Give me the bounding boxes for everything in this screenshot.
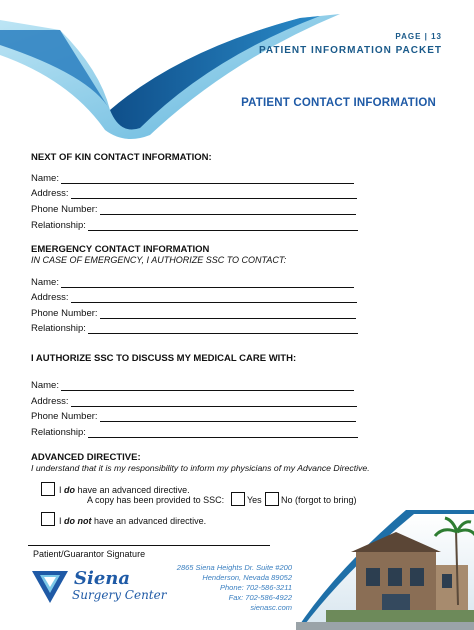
authorize-relationship-field[interactable] — [31, 425, 358, 438]
logo-subtitle: Surgery Center — [72, 588, 167, 602]
field-label: Address: — [31, 292, 69, 303]
packet-title: PATIENT INFORMATION PACKET — [258, 45, 442, 56]
emergency-heading: EMERGENCY CONTACT INFORMATION — [31, 244, 210, 255]
fax-line: Fax: 702-586-4922 — [228, 593, 292, 602]
authorize-phone-field[interactable] — [31, 409, 356, 422]
directive-statement: I understand that it is my responsibility to inform my physicians of my Advance Directive. — [31, 463, 370, 473]
field-label: Name: — [31, 380, 59, 391]
signature-label: Patient/Guarantor Signature — [33, 549, 146, 559]
name-input-line[interactable] — [61, 381, 354, 391]
field-label: Phone Number: — [31, 308, 98, 319]
no-directive-label: I do not have an advanced directive. — [59, 516, 207, 526]
next-of-kin-heading: NEXT OF KIN CONTACT INFORMATION: — [31, 152, 212, 163]
website-line: sienasc.com — [250, 603, 292, 612]
address-input-line[interactable] — [71, 293, 357, 303]
phone-input-line[interactable] — [100, 412, 356, 422]
phone-line: Phone: 702-586-3211 — [219, 583, 292, 592]
name-input-line[interactable] — [61, 174, 354, 184]
relationship-input-line[interactable] — [88, 324, 358, 334]
copy-provided-label: A copy has been provided to SSC: — [87, 495, 225, 505]
directive-heading: ADVANCED DIRECTIVE: — [31, 452, 141, 463]
emergency-phone-field[interactable] — [31, 306, 356, 319]
field-label: Phone Number: — [31, 411, 98, 422]
building-photo — [296, 510, 474, 630]
field-label: Relationship: — [31, 220, 86, 231]
field-label: Address: — [31, 396, 69, 407]
field-label: Name: — [31, 173, 59, 184]
name-input-line[interactable] — [61, 278, 354, 288]
emergency-subheading: IN CASE OF EMERGENCY, I AUTHORIZE SSC TO CONTACT: — [31, 255, 287, 265]
page-title: PATIENT CONTACT INFORMATION — [241, 97, 436, 109]
field-label: Relationship: — [31, 323, 86, 334]
next-of-kin-address-field[interactable] — [31, 186, 357, 199]
field-label: Address: — [31, 188, 69, 199]
field-label: Relationship: — [31, 427, 86, 438]
address-line: Henderson, Nevada 89052 — [202, 573, 292, 582]
page-number: PAGE | 13 — [395, 32, 442, 41]
emergency-relationship-field[interactable] — [31, 321, 358, 334]
authorize-heading: I AUTHORIZE SSC TO DISCUSS MY MEDICAL CARE WITH: — [31, 353, 297, 364]
field-label: Phone Number: — [31, 204, 98, 215]
next-of-kin-phone-field[interactable] — [31, 202, 356, 215]
copy-no-checkbox[interactable] — [265, 492, 279, 506]
next-of-kin-name-field[interactable] — [31, 171, 354, 184]
emergency-name-field[interactable] — [31, 275, 354, 288]
next-of-kin-relationship-field[interactable] — [31, 218, 358, 231]
header-swoosh-graphic — [0, 0, 474, 150]
yes-label: Yes — [247, 495, 262, 505]
phone-input-line[interactable] — [100, 309, 356, 319]
footer-address — [177, 563, 292, 613]
field-label: Name: — [31, 277, 59, 288]
have-directive-label: I do have an advanced directive. — [59, 485, 190, 495]
emergency-address-field[interactable] — [31, 290, 357, 303]
address-input-line[interactable] — [71, 397, 357, 407]
address-input-line[interactable] — [71, 189, 357, 199]
authorize-address-field[interactable] — [31, 394, 357, 407]
copy-yes-checkbox[interactable] — [231, 492, 245, 506]
have-directive-checkbox[interactable] — [41, 482, 55, 496]
address-line: 2865 Siena Heights Dr. Suite #200 — [176, 563, 292, 572]
authorize-name-field[interactable] — [31, 378, 354, 391]
logo-name: Siena — [74, 568, 131, 589]
signature-line[interactable] — [28, 545, 270, 546]
relationship-input-line[interactable] — [88, 221, 358, 231]
relationship-input-line[interactable] — [88, 428, 358, 438]
phone-input-line[interactable] — [100, 205, 356, 215]
no-label: No (forgot to bring) — [281, 495, 357, 505]
no-directive-checkbox[interactable] — [41, 512, 55, 526]
